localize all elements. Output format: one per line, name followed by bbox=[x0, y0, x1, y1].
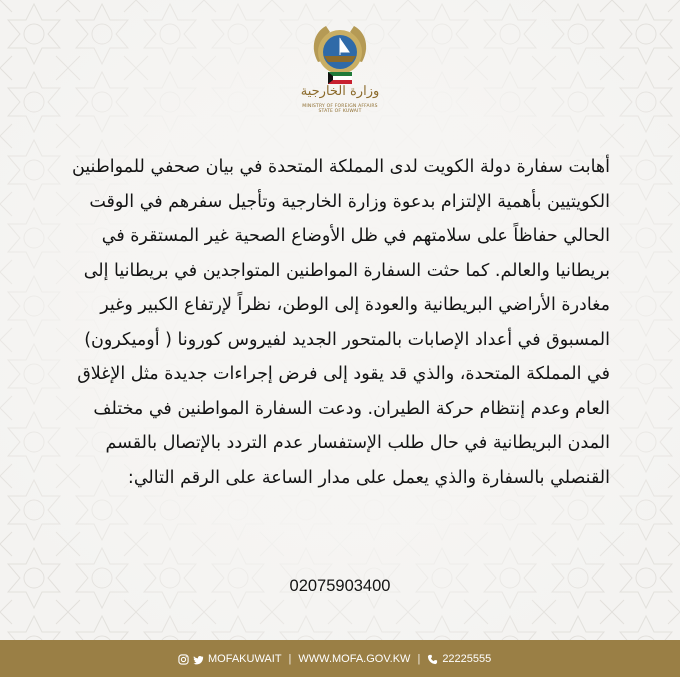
consular-phone-number: 02075903400 bbox=[289, 577, 391, 595]
kuwait-emblem-logo bbox=[300, 18, 380, 114]
separator: | bbox=[417, 653, 421, 665]
ministry-name-arabic: وزارة الخارجية bbox=[300, 84, 380, 99]
statement-line: الحالي حفاظاً على سلامتهم في ظل الأوضاع الصحية غير المستقرة في bbox=[101, 226, 610, 246]
statement-line: في المملكة المتحدة، والذي قد يقود إلى فرض إجراءات جديدة مثل الإغلاق bbox=[77, 364, 610, 384]
statement-line: مغادرة الأراضي البريطانية والعودة إلى الوطن، نظراً لإرتفاع الكبير وغير bbox=[100, 295, 610, 315]
statement-line: المسبوق في أعداد الإصابات بالمتحور الجديد لفيروس كورونا ( أوميكرون) bbox=[84, 329, 610, 350]
statement-line: أهابت سفارة دولة الكويت لدى المملكة المتحدة في بيان صحفي للمواطنين bbox=[71, 157, 610, 177]
statement-line: المدن البريطانية في حال طلب الإستفسار عدم التردد بالإتصال بالقسم bbox=[105, 433, 610, 453]
statement-line: العام وعدم إنتظام حركة الطيران. ودعت السفارة المواطنين في مختلف bbox=[93, 398, 610, 419]
ministry-name-en: MINISTRY OF FOREIGN AFFAIRS bbox=[302, 104, 378, 109]
phone-icon bbox=[427, 654, 438, 665]
statement-line: القنصلي بالسفارة والذي يعمل على مدار الساعة على الرقم التالي: bbox=[127, 467, 610, 488]
footer-bar bbox=[0, 640, 680, 677]
social-handle[interactable]: MOFAKUWAIT bbox=[208, 653, 282, 665]
ministry-name-english bbox=[290, 104, 390, 114]
instagram-icon[interactable] bbox=[178, 654, 189, 665]
press-statement bbox=[71, 150, 610, 495]
state-name-en: STATE OF KUWAIT bbox=[318, 109, 362, 114]
website-link[interactable]: WWW.MOFA.GOV.KW bbox=[298, 653, 411, 665]
statement-line: بريطانيا والعالم. كما حثت السفارة المواطنين المتواجدين في بريطانيا إلى bbox=[83, 260, 610, 281]
footer-phone[interactable]: 22225555 bbox=[442, 653, 492, 665]
separator: | bbox=[288, 653, 292, 665]
statement-line: الكويتيين بأهمية الإلتزام بدعوة وزارة الخارجية وتأجيل سفرهم في الوقت bbox=[89, 191, 610, 212]
footer-contacts bbox=[178, 649, 491, 669]
twitter-icon[interactable] bbox=[193, 654, 204, 665]
